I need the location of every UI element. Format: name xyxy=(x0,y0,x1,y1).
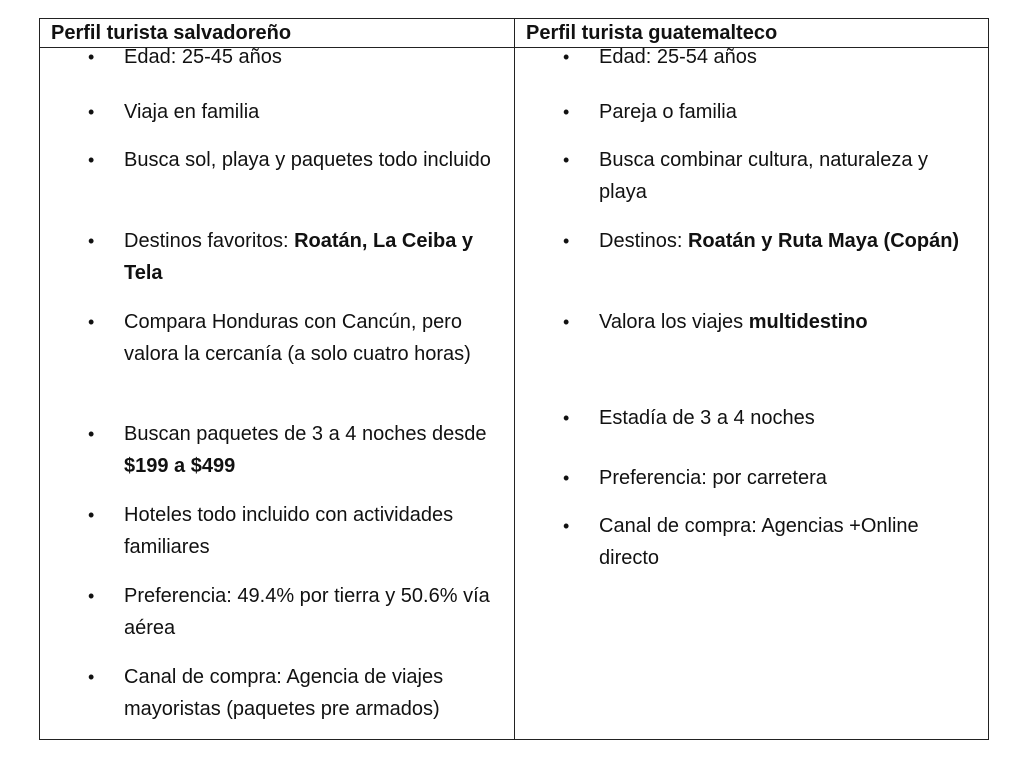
comparison-table xyxy=(39,18,989,740)
item-text-bold: multidestino xyxy=(748,311,868,333)
item-text: Destinos favoritos: xyxy=(124,230,295,252)
item-text: Valora los viajes xyxy=(599,311,749,333)
bullet-icon: • xyxy=(88,667,95,687)
bullet-icon: • xyxy=(563,516,570,536)
item-text: Edad: 25-54 años xyxy=(599,46,757,68)
item-text: Busca combinar cultura, naturaleza y playa xyxy=(599,149,929,203)
item-text: Busca sol, playa y paquetes todo incluido xyxy=(124,149,491,171)
bullet-icon: • xyxy=(563,468,570,488)
bullet-icon: • xyxy=(563,408,570,428)
column-guatemalan-profile xyxy=(515,48,988,739)
list-item xyxy=(563,510,979,574)
list-item xyxy=(563,144,979,208)
bullet-icon: • xyxy=(88,424,95,444)
list-item xyxy=(563,402,979,434)
bullet-icon: • xyxy=(88,150,95,170)
item-text: Canal de compra: Agencia de viajes mayoristas (paquetes pre armados) xyxy=(124,666,444,720)
header-salvadoran-profile: Perfil turista salvadoreño xyxy=(40,19,515,48)
list-item xyxy=(88,144,509,176)
bullet-icon: • xyxy=(563,231,570,251)
list-item xyxy=(88,225,509,289)
list-item xyxy=(88,661,509,725)
bullet-icon: • xyxy=(88,102,95,122)
list-item xyxy=(88,96,509,128)
bullet-icon: • xyxy=(88,47,95,67)
item-text: Estadía de 3 a 4 noches xyxy=(599,407,815,429)
bullet-icon: • xyxy=(563,312,570,332)
item-text: Hoteles todo incluido con actividades familiares xyxy=(124,504,454,558)
bullet-icon: • xyxy=(563,102,570,122)
item-text: Preferencia: 49.4% por tierra y 50.6% vía aérea xyxy=(124,585,490,639)
bullet-icon: • xyxy=(88,312,95,332)
list-item xyxy=(88,41,509,73)
item-text: Compara Honduras con Cancún, pero valora la cercanía (a solo cuatro horas) xyxy=(124,311,471,365)
list-item xyxy=(88,499,509,563)
item-text: Destinos: xyxy=(599,230,688,252)
list-item xyxy=(88,306,509,370)
list-item xyxy=(88,580,509,644)
item-text: Canal de compra: Agencias +Online directo xyxy=(599,515,919,569)
item-text: Buscan paquetes de 3 a 4 noches desde xyxy=(124,423,487,445)
bullet-icon: • xyxy=(88,231,95,251)
list-item xyxy=(88,418,509,482)
item-text-bold: Roatán, La Ceiba y Tela xyxy=(124,230,474,284)
column-salvadoran-profile xyxy=(40,48,515,739)
bullet-icon: • xyxy=(88,505,95,525)
list-item xyxy=(563,96,979,128)
item-text: Edad: 25-45 años xyxy=(124,46,282,68)
header-guatemalan-profile: Perfil turista guatemalteco xyxy=(515,19,988,48)
list-item xyxy=(563,306,979,338)
item-text: Preferencia: por carretera xyxy=(599,467,827,489)
bullet-icon: • xyxy=(563,47,570,67)
item-text: Viaja en familia xyxy=(124,101,260,123)
item-text-bold: Roatán y Ruta Maya (Copán) xyxy=(687,230,960,252)
bullet-icon: • xyxy=(88,586,95,606)
item-text-bold: $199 a $499 xyxy=(124,455,236,477)
bullet-icon: • xyxy=(563,150,570,170)
list-item xyxy=(563,41,979,73)
item-text: Pareja o familia xyxy=(599,101,737,123)
list-item xyxy=(563,225,979,257)
list-item xyxy=(563,462,979,494)
